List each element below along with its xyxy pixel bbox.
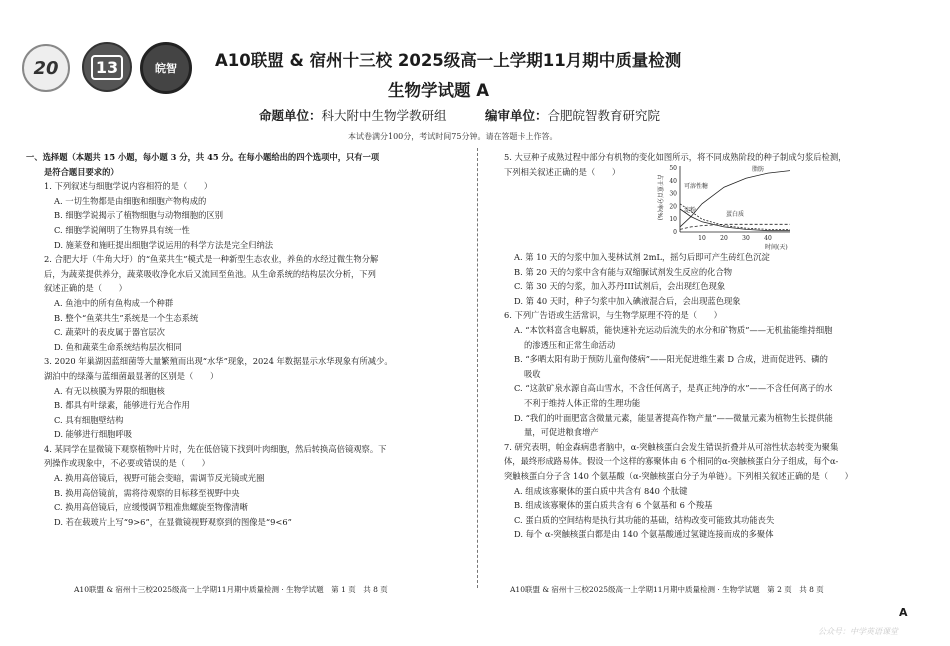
seal-middle-logo <box>82 42 132 92</box>
seal-right-logo <box>140 42 192 94</box>
q6-option-d: D. “我们的叶面肥富含微量元素，能显著提高作物产量”——微量元素为植物生长提供能 <box>514 412 833 423</box>
q6-option-d-cont: 量，可促进粮食增产 <box>524 427 599 438</box>
q3-option-c: C. 具有细胞壁结构 <box>54 414 124 425</box>
q7-stem-line3: 突触核蛋白分子含 140 个氨基酸（α-突触核蛋白分子为单链）。下列相关叙述正确的是（ ） <box>504 470 853 481</box>
author-unit <box>259 106 447 124</box>
q2-stem-line2: 后，为蔬菜提供养分，蔬菜吸收净化水后又流回至鱼池。从生命系统的结构层次分析，下列 <box>44 268 376 279</box>
chart-y-tick-label: 10 <box>669 216 677 224</box>
chart-x-tick-label: 30 <box>742 235 750 242</box>
q2-option-d: D. 鱼和蔬菜生命系统结构层次相同 <box>54 341 182 352</box>
chart-series-line-0 <box>680 171 790 227</box>
q6-option-b-cont: 吸收 <box>524 368 541 379</box>
q6-stem: 6. 下列广告语或生活常识，与生物学原理不符的是（ ） <box>504 310 722 321</box>
section-heading: 一、选择题（本题共 15 小题，每小题 3 分，共 45 分。在每小题给出的四个选项中，只有一项 <box>26 152 380 162</box>
seal-middle-text: 13 <box>91 55 123 80</box>
q3-option-a: A. 有无以核膜为界限的细胞核 <box>54 385 165 396</box>
q6-option-a-cont: 的渗透压和正常生命活动 <box>524 339 616 350</box>
q4-option-a: A. 换用高倍镜后，视野可能会变暗，需调节反光镜或光圈 <box>54 473 265 484</box>
q4-stem-line2: 列操作或现象中，不必要或错误的是（ ） <box>44 458 210 469</box>
chart-label-protein: 蛋白质 <box>726 211 745 218</box>
q2-stem: 2. 合肥大圩（牛角大圩）的“鱼菜共生”模式是一种新型生态农业，养鱼的水经过微生物分解 <box>44 254 379 265</box>
reviewer-value: 合肥皖智教育研究院 <box>547 108 661 123</box>
q3-stem-line2: 湖泊中的绿藻与蓝细菌最显著的区别是（ ） <box>44 370 219 381</box>
chart-x-tick-label: 40 <box>764 235 772 242</box>
q2-option-a: A. 鱼池中的所有鱼构成一个种群 <box>54 297 174 308</box>
chart-x-tick-label: 20 <box>720 235 728 242</box>
q3-stem: 3. 2020 年巢湖因蓝细菌等大量繁殖而出现“水华”现象，2024 年数据显示水华现象有所减少。 <box>44 356 393 367</box>
seal-right-text: 皖智 <box>155 62 177 75</box>
exam-note: 本试卷满分100分，考试时间75分钟。请在答题卡上作答。 <box>348 132 558 141</box>
chart-label-soluble-sugar: 可溶性糖 <box>684 183 709 190</box>
chart-x-tick-label: 10 <box>698 235 706 242</box>
chart-label-fat: 脂肪 <box>752 166 765 173</box>
right-column-body <box>486 250 926 542</box>
page-corner-mark: A <box>899 606 908 619</box>
chart-ylabel: 占干重百分率(%) <box>656 174 663 221</box>
q5-option-c: C. 第 30 天的匀浆，加入苏丹III试剂后，会出现红色现象 <box>514 281 726 292</box>
watermark: 公众号：中学英语课堂 <box>818 627 898 636</box>
q7-option-b: B. 组成该寡聚体的蛋白质共含有 6 个氨基和 6 个羧基 <box>514 500 713 511</box>
q1-option-c: C. 细胞学说阐明了生物界具有统一性 <box>54 224 190 235</box>
chart-label-starch: 淀粉 <box>684 207 697 214</box>
q7-option-c: C. 蛋白质的空间结构是执行其功能的基础，结构改变可能致其功能丧失 <box>514 514 775 525</box>
seal-left-logo <box>22 44 70 92</box>
q7-option-a: A. 组成该寡聚体的蛋白质中共含有 840 个肽键 <box>514 485 688 496</box>
q6-option-b: B. “多晒太阳有助于预防儿童佝偻病”——阳光促进维生素 D 合成，进而促进钙、磷的 <box>514 354 828 365</box>
seal-left-text: 20 <box>33 57 59 79</box>
q4-stem: 4. 某同学在显微镜下观察植物叶片时，先在低倍镜下找到叶肉细胞，然后转换高倍镜观察。下 <box>44 443 387 454</box>
q1-stem: 1. 下列叙述与细胞学说内容相符的是（ ） <box>44 181 213 192</box>
q6-option-c-cont: 不利于维持人体正常的生理功能 <box>524 397 641 408</box>
section-heading-cont: 是符合题目要求的） <box>44 166 119 177</box>
q5-stem: 5. 大豆种子成熟过程中部分有机物的变化如图所示，将不同成熟阶段的种子制成匀浆后检测， <box>504 152 847 162</box>
q1-option-a: A. 一切生物都是由细胞和细胞产物构成的 <box>54 195 207 206</box>
reviewer-label: 编审单位： <box>485 108 548 123</box>
q4-option-b: B. 换用高倍镜前，需将待观察的目标移至视野中央 <box>54 487 240 498</box>
q4-option-d: D. 若在载玻片上写“9>6”，在显微镜视野观察到的图像是“9<6” <box>54 516 292 527</box>
footer-left: A10联盟 & 宿州十三校2025级高一上学期11月期中质量检测 · 生物学试题 第 1 页 共 8 页 <box>74 585 388 594</box>
q1-option-b: B. 细胞学说揭示了植物细胞与动物细胞的区别 <box>54 210 224 221</box>
author-label: 命题单位： <box>259 108 322 123</box>
q5-option-b: B. 第 20 天的匀浆中含有能与双缩脲试剂发生反应的化合物 <box>514 266 733 277</box>
q5-option-a: A. 第 10 天的匀浆中加入斐林试剂 2mL，摇匀后即可产生砖红色沉淀 <box>514 252 770 262</box>
exam-title-line2: 生物学试题 A <box>388 81 490 100</box>
chart-y-tick-label: 50 <box>669 165 677 172</box>
chart-xlabel: 时间(天) <box>765 244 788 251</box>
q6-option-a: A. “本饮料富含电解质，能快速补充运动后流失的水分和矿物质”——无机盐能维持细胞 <box>514 324 833 335</box>
q3-option-b: B. 都具有叶绿素，能够进行光合作用 <box>54 400 190 411</box>
q5-stem-line2: 下列相关叙述正确的是（ ） <box>504 166 621 177</box>
chart-y-tick-label: 40 <box>669 177 677 185</box>
q7-option-d: D. 每个 α-突触核蛋白都是由 140 个氨基酸通过氢键连接而成的多聚体 <box>514 529 774 540</box>
chart-y-tick-label: 0 <box>673 229 677 236</box>
q7-stem-line2: 体，最终形成路易体。假设一个这样的寡聚体由 6 个相同的α-突触核蛋白分子组成，每个α- <box>504 456 839 467</box>
q4-option-c: C. 换用高倍镜后，应缓慢调节粗准焦螺旋至物像清晰 <box>54 502 248 513</box>
chart-y-tick-label: 20 <box>669 203 677 211</box>
q5-option-d: D. 第 40 天时，种子匀浆中加入碘液混合后，会出现蓝色现象 <box>514 295 741 306</box>
q7-stem: 7. 研究表明，帕金森病患者脑中，α-突触核蛋白会发生错误折叠并从可溶性状态转变为聚集 <box>504 441 839 452</box>
q6-option-c: C. “这款矿泉水源自高山雪水，不含任何离子，是真正纯净的水”——不含任何离子的水 <box>514 383 833 394</box>
chart-y-tick-label: 30 <box>669 190 677 198</box>
left-column <box>26 150 472 529</box>
footer-right: A10联盟 & 宿州十三校2025级高一上学期11月期中质量检测 · 生物学试题 第 2 页 共 8 页 <box>510 585 824 594</box>
exam-title-line1: A10联盟 & 宿州十三校 2025级高一上学期11月期中质量检测 <box>215 51 682 70</box>
q2-option-c: C. 蔬菜叶的表皮属于器官层次 <box>54 327 165 338</box>
q3-option-d: D. 能够进行细胞呼吸 <box>54 429 133 440</box>
q2-stem-line3: 叙述正确的是（ ） <box>44 283 127 294</box>
q2-option-b: B. 整个“鱼菜共生”系统是一个生态系统 <box>54 312 199 323</box>
q5-chart <box>650 160 800 252</box>
q1-option-d: D. 施莱登和施旺提出细胞学说运用的科学方法是完全归纳法 <box>54 239 274 250</box>
reviewer-unit <box>485 106 660 124</box>
author-value: 科大附中生物学教研组 <box>321 108 447 123</box>
column-divider <box>477 148 478 588</box>
